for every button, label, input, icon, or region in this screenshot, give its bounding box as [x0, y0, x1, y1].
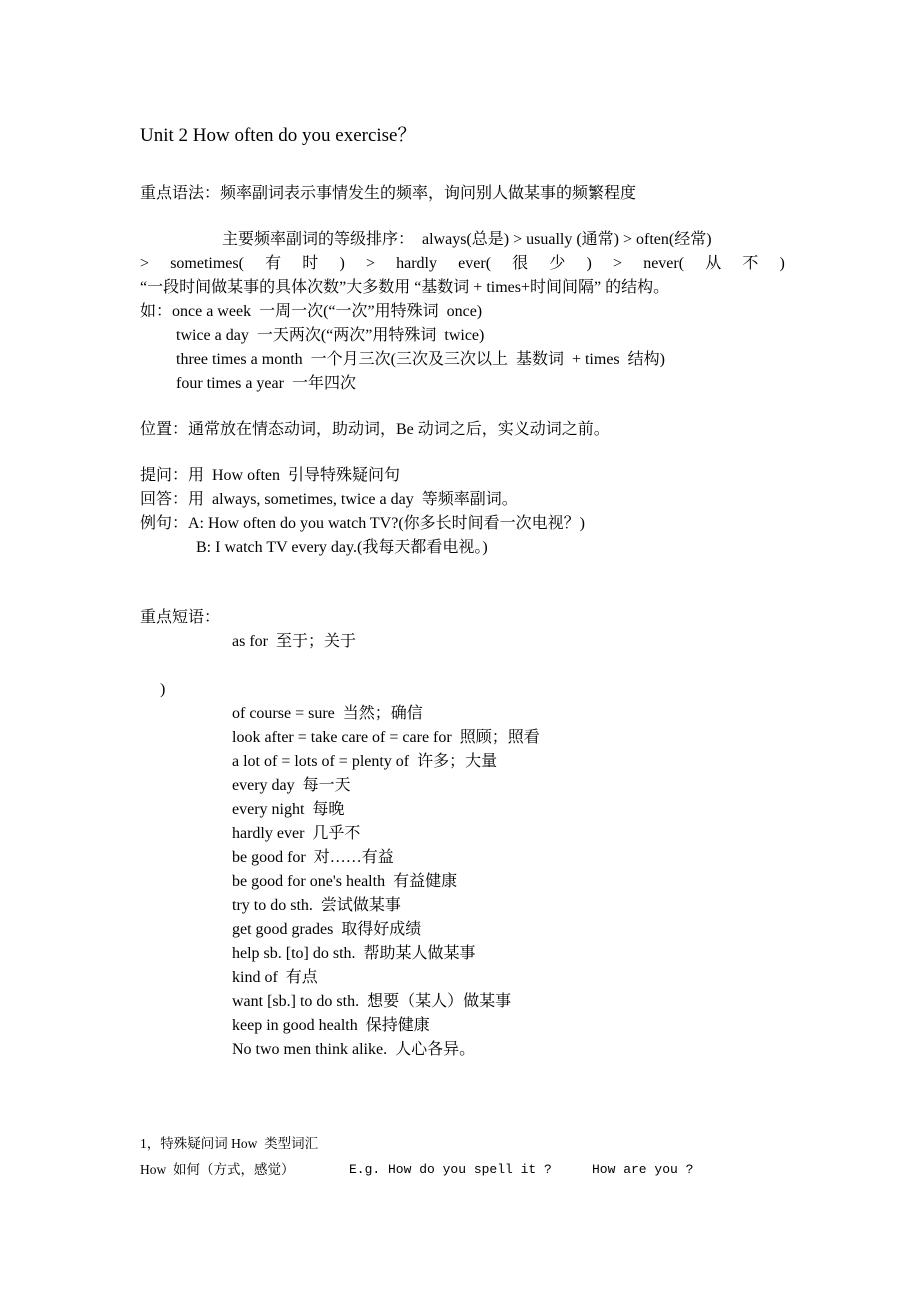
example-line: 如：once a week 一周一次(“一次”用特殊词 once) [140, 303, 483, 320]
phrase-item: as for 至于；关于 [232, 633, 356, 650]
question-note: 提问：用 How often 引导特殊疑问句 [140, 467, 400, 484]
stray-parenthesis: ) [160, 681, 166, 698]
phrase-item: every day 每一天 [232, 777, 351, 794]
phrase-item: be good for one's health 有益健康 [232, 873, 458, 890]
ranking-token: > [140, 255, 150, 272]
phrase-item: kind of 有点 [232, 969, 318, 986]
how-example: E.g. How do you spell it ? [349, 1162, 552, 1177]
ranking-token: ) [586, 255, 592, 272]
phrase-item: every night 每晚 [232, 801, 345, 818]
how-label: How 如何（方式，感觉） [140, 1162, 295, 1177]
ranking-token: hardly [396, 255, 437, 272]
example-line: twice a day 一天两次(“两次”用特殊词 twice) [176, 327, 485, 344]
example-sentence-a: 例句：A: How often do you watch TV?(你多长时间看一次电视？) [140, 515, 585, 532]
phrase-item: No two men think alike. 人心各异。 [232, 1041, 476, 1058]
how-example: How are you ? [592, 1162, 694, 1177]
phrase-item: hardly ever 几乎不 [232, 825, 361, 842]
section-heading: 1，特殊疑问词 How 类型词汇 [140, 1136, 319, 1151]
page-title: Unit 2 How often do you exercise？ [140, 125, 417, 146]
phrases-heading: 重点短语： [140, 609, 221, 626]
ranking-token: ) [339, 255, 345, 272]
ranking-token: 时 [302, 255, 319, 272]
phrase-item: look after = take care of = care for 照顾；照看 [232, 729, 540, 746]
ranking-line: 主要频率副词的等级排序： always(总是) > usually (通常) > often(经常) [222, 231, 712, 248]
example-sentence-b: B: I watch TV every day.(我每天都看电视。) [196, 539, 488, 556]
phrase-item: keep in good health 保持健康 [232, 1017, 430, 1034]
example-line: three times a month 一个月三次(三次及三次以上 基数词 + times 结构) [176, 351, 665, 368]
phrase-item: help sb. [to] do sth. 帮助某人做某事 [232, 945, 476, 962]
phrase-item: try to do sth. 尝试做某事 [232, 897, 401, 914]
answer-note: 回答：用 always, sometimes, twice a day 等频率副词。 [140, 491, 518, 508]
ranking-token: sometimes( [170, 255, 244, 272]
phrase-item: want [sb.] to do sth. 想要（某人）做某事 [232, 993, 512, 1010]
ranking-token: > [613, 255, 623, 272]
ranking-continuation [140, 252, 785, 276]
ranking-token: 很 [512, 255, 529, 272]
phrase-item: be good for 对……有益 [232, 849, 394, 866]
example-line: four times a year 一年四次 [176, 375, 356, 392]
ranking-token: ever( [458, 255, 492, 272]
ranking-token: 少 [549, 255, 566, 272]
ranking-token: never( [643, 255, 685, 272]
position-note: 位置：通常放在情态动词，助动词，Be 动词之后，实义动词之前。 [140, 421, 610, 438]
ranking-token: ) [779, 255, 785, 272]
ranking-token: 有 [265, 255, 282, 272]
grammar-heading: 重点语法：频率副词表示事情发生的频率，询问别人做某事的频繁程度 [140, 185, 637, 202]
phrase-item: of course = sure 当然；确信 [232, 705, 423, 722]
structure-note: “一段时间做某事的具体次数”大多数用 “基数词 + times+时间间隔” 的结构。 [140, 279, 670, 296]
phrase-item: get good grades 取得好成绩 [232, 921, 422, 938]
phrase-item: a lot of = lots of = plenty of 许多；大量 [232, 753, 498, 770]
ranking-token: 不 [742, 255, 759, 272]
ranking-token: > [365, 255, 375, 272]
ranking-token: 从 [705, 255, 722, 272]
